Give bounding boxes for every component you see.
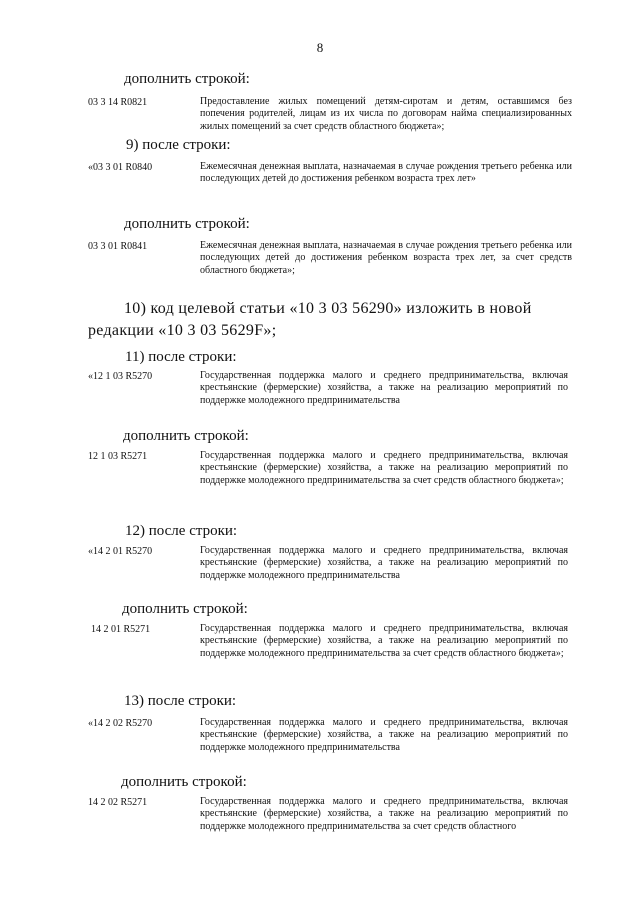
code-description: Государственная поддержка малого и среднего предпринимательства, включая крестьянские (фермерские) хозяйства, а также на реализацию мероприятий по поддержке молодежного предпринимательства <box>200 717 568 753</box>
code-description: Ежемесячная денежная выплата, назначаемая в случае рождения третьего ребенка или последующих детей до достижения ребенком возраста трех лет» <box>200 161 572 185</box>
budget-code: «03 3 01 R0840 <box>88 162 153 173</box>
budget-code: «14 2 01 R5270 <box>88 546 153 557</box>
heading-after-row: 11) после строки: <box>125 349 237 365</box>
code-description: Ежемесячная денежная выплата, назначаемая в случае рождения третьего ребенка или последующих детей до достижения ребенком возраста трех лет, за счет средств областного бюджета»; <box>200 240 572 276</box>
budget-code: 03 3 14 R0821 <box>88 97 148 108</box>
heading-after-row: 12) после строки: <box>125 523 238 539</box>
heading-add-row: дополнить строкой: <box>123 428 249 444</box>
code-description: Государственная поддержка малого и среднего предпринимательства, включая крестьянские (фермерские) хозяйства, а также на реализацию мероприятий по поддержке молодежного предпринимательства <box>200 545 568 581</box>
heading-add-row: дополнить строкой: <box>122 601 248 617</box>
code-description: Государственная поддержка малого и среднего предпринимательства, включая крестьянские (фермерские) хозяйства, а также на реализацию мероприятий по поддержке молодежного предпринимательства за счет средств областного бюджета»; <box>200 623 568 659</box>
heading-add-row: дополнить строкой: <box>121 774 247 790</box>
budget-code: 03 3 01 R0841 <box>88 241 148 252</box>
heading-add-row: дополнить строкой: <box>124 71 250 87</box>
heading-after-row: 9) после строки: <box>126 137 231 153</box>
amendment-paragraph: 10) код целевой статьи «10 3 03 56290» изложить в новой редакции «10 3 03 5629F»; <box>88 300 532 339</box>
budget-code: 14 2 01 R5271 <box>91 624 151 635</box>
budget-code: «12 1 03 R5270 <box>88 371 153 382</box>
budget-code: 14 2 02 R5271 <box>88 797 148 808</box>
code-description: Государственная поддержка малого и среднего предпринимательства, включая крестьянские (фермерские) хозяйства, а также на реализацию мероприятий по поддержке молодежного предпринимательства <box>200 370 568 406</box>
budget-code: 12 1 03 R5271 <box>88 451 148 462</box>
code-description: Государственная поддержка малого и среднего предпринимательства, включая крестьянские (фермерские) хозяйства, а также на реализацию мероприятий по поддержке молодежного предпринимательства за счет средств областного бюджета»; <box>200 450 568 486</box>
code-description: Предоставление жилых помещений детям-сиротам и детям, оставшимся без попечения родителей, лицам из их числа по договорам найма специализированных жилых помещений за счет средств областного бюджета»; <box>200 96 572 132</box>
budget-code: «14 2 02 R5270 <box>88 718 153 729</box>
heading-after-row: 13) после строки: <box>124 693 237 709</box>
heading-add-row: дополнить строкой: <box>124 216 250 232</box>
code-description: Государственная поддержка малого и среднего предпринимательства, включая крестьянские (фермерские) хозяйства, а также на реализацию мероприятий по поддержке молодежного предпринимательства за счет средств областного <box>200 796 568 832</box>
page-number: 8 <box>316 40 324 55</box>
